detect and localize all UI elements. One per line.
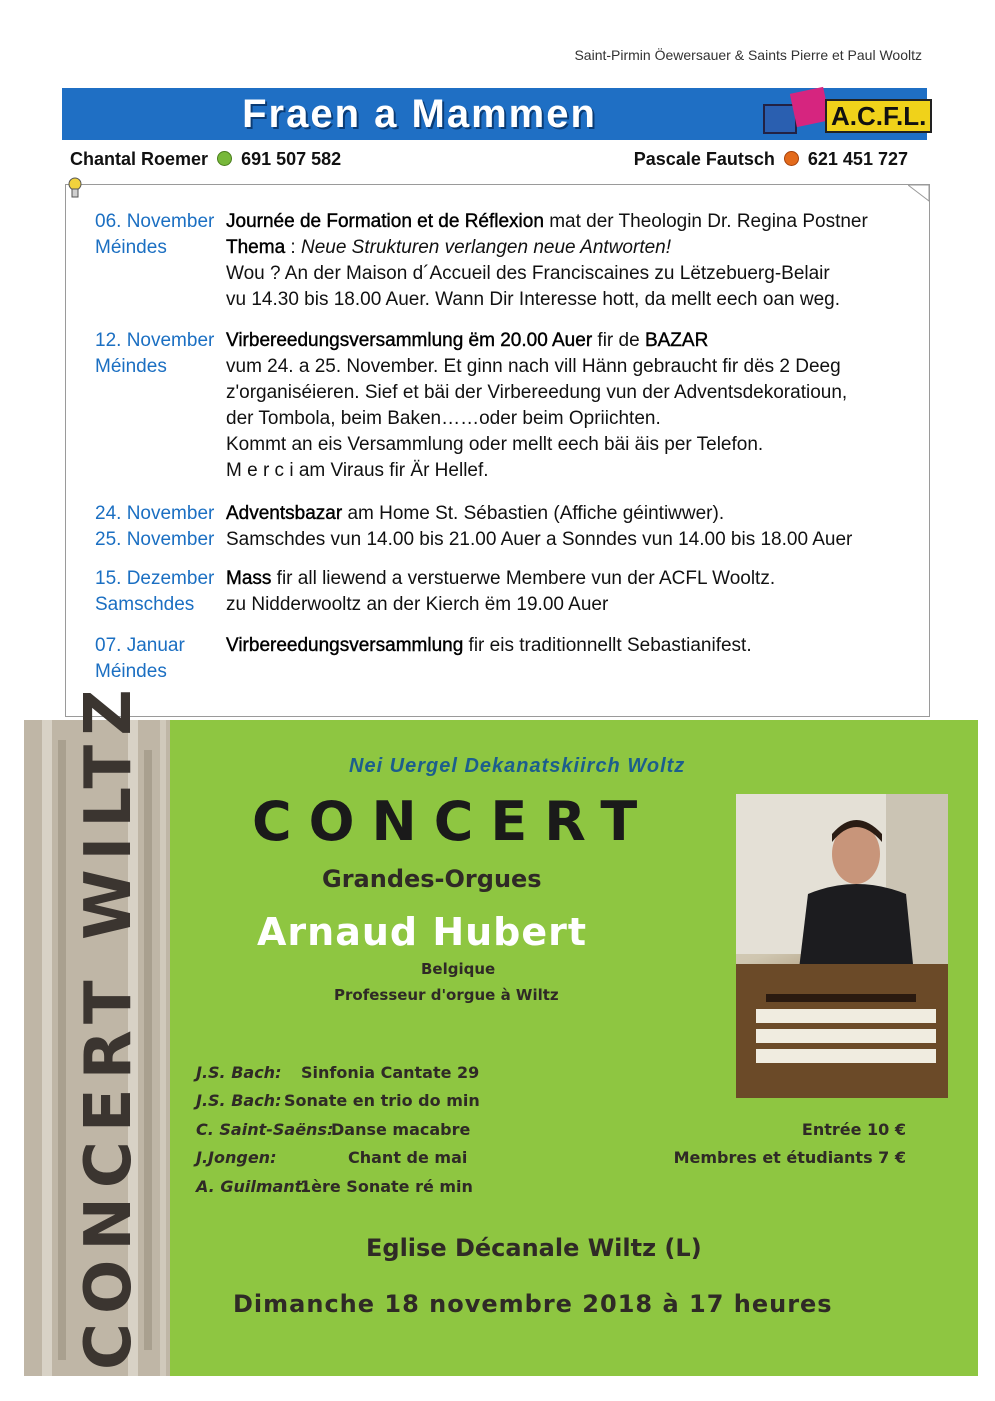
program-work: Sinfonia Cantate 29 bbox=[301, 1063, 480, 1082]
event-date-line: 15. Dezember bbox=[95, 568, 215, 589]
entry-price: Entrée 10 € bbox=[801, 1120, 906, 1139]
event-date-line: Samschdes bbox=[95, 594, 195, 615]
event-line bbox=[226, 328, 926, 354]
poster-subtitle: Nei Uergel Dekanatskiirch Woltz bbox=[349, 755, 686, 777]
event-date-line: 06. November bbox=[95, 211, 215, 232]
event-text bbox=[226, 633, 926, 659]
program-composer: J.Jongen: bbox=[196, 1148, 277, 1167]
program-work: Sonate en trio do min bbox=[284, 1091, 480, 1110]
acfl-logo bbox=[763, 90, 927, 136]
event-date-line: 24. November bbox=[95, 503, 215, 524]
program-composer: A. Guilmant: bbox=[196, 1177, 309, 1196]
page-header: Saint-Pirmin Öewersauer & Saints Pierre et Paul Wooltz bbox=[574, 47, 922, 63]
event-date-line: 12. November bbox=[95, 330, 215, 351]
vertical-title: CONCERT WILTZ bbox=[72, 680, 146, 1370]
event-bold: Thema bbox=[226, 237, 286, 258]
event-line bbox=[226, 209, 926, 235]
contact-left bbox=[70, 149, 341, 170]
event-text bbox=[226, 328, 926, 484]
poster-side-panel bbox=[24, 680, 170, 1376]
event-rest: fir all liewend a verstuerwe Membere vun der ACFL Wooltz. bbox=[271, 568, 776, 589]
contact-right bbox=[634, 149, 908, 170]
event-date-line: Méindes bbox=[95, 237, 167, 258]
section-title: Fraen a Mammen bbox=[242, 92, 597, 136]
event-date bbox=[95, 633, 227, 685]
event-bold: Virbereedungsversammlung bbox=[226, 635, 464, 656]
event-italic: Neue Strukturen verlangen neue Antworten! bbox=[300, 237, 672, 258]
event-line: M e r c i am Viraus fir Är Hellef. bbox=[226, 460, 489, 481]
pin-icon bbox=[66, 177, 84, 199]
event-date bbox=[95, 566, 227, 618]
poster-country: Belgique bbox=[421, 960, 496, 978]
event-line: der Tombola, beim Baken……oder beim Opriichten. bbox=[226, 408, 661, 429]
event-date bbox=[95, 209, 227, 261]
event-bold: Journée de Formation et de Réflexion bbox=[226, 211, 544, 232]
program-composer: C. Saint-Saëns: bbox=[196, 1120, 334, 1139]
poster-venue: Eglise Décanale Wiltz (L) bbox=[366, 1234, 702, 1262]
event-line: z'organiséieren. Sief et bäi der Virbereedung vun der Adventsdekoratioun, bbox=[226, 382, 848, 403]
contact-left-name: Chantal Roemer bbox=[70, 149, 209, 169]
event-bold: Mass bbox=[226, 568, 272, 589]
event-rest: : bbox=[285, 237, 301, 258]
contact-right-phone: 621 451 727 bbox=[807, 149, 908, 169]
section-banner bbox=[62, 88, 927, 140]
event-date bbox=[95, 328, 227, 380]
page-curl-icon bbox=[908, 184, 930, 202]
logo-text: A.C.F.L. bbox=[825, 99, 932, 133]
event-text bbox=[226, 566, 926, 618]
phone-dot-icon bbox=[784, 151, 799, 166]
poster-performer: Arnaud Hubert bbox=[257, 910, 588, 954]
poster-datetime: Dimanche 18 novembre 2018 à 17 heures bbox=[233, 1290, 833, 1318]
event-line bbox=[226, 633, 926, 659]
performer-photo bbox=[736, 794, 948, 1098]
logo-blue-shape bbox=[763, 104, 797, 134]
event-line: zu Nidderwooltz an der Kierch ëm 19.00 Auer bbox=[226, 594, 609, 615]
phone-dot-icon bbox=[217, 151, 232, 166]
event-date-line: 07. Januar bbox=[95, 635, 185, 656]
event-bold: BAZAR bbox=[644, 330, 709, 351]
event-date-line: Méindes bbox=[95, 661, 167, 682]
poster-title: CONCERT bbox=[252, 790, 655, 853]
event-date-line: Méindes bbox=[95, 356, 167, 377]
performer-photo-graphic bbox=[736, 794, 948, 1098]
contact-left-phone: 691 507 582 bbox=[241, 149, 342, 169]
event-line: vum 24. a 25. November. Et ginn nach vill Hänn gebraucht fir dës 2 Deeg bbox=[226, 356, 841, 377]
event-line bbox=[226, 566, 926, 592]
event-line: Wou ? An der Maison d´Accueil des Franciscaines zu Lëtzebuerg-Belair bbox=[226, 263, 830, 284]
event-date bbox=[95, 501, 227, 553]
event-rest: fir de bbox=[592, 330, 645, 351]
event-text bbox=[226, 501, 926, 553]
event-line: vu 14.30 bis 18.00 Auer. Wann Dir Interesse hott, da mellt eech oan weg. bbox=[226, 289, 840, 310]
event-rest: am Home St. Sébastien (Affiche géintiwwer). bbox=[342, 503, 725, 524]
concert-poster bbox=[24, 680, 978, 1376]
events-card bbox=[65, 184, 930, 717]
program-work: 1ère Sonate ré min bbox=[300, 1177, 473, 1196]
program-composer: J.S. Bach: bbox=[196, 1063, 282, 1082]
event-rest: fir eis traditionnellt Sebastianifest. bbox=[463, 635, 752, 656]
members-price: Membres et étudiants 7 € bbox=[673, 1148, 906, 1167]
event-rest: mat der Theologin Dr. Regina Postner bbox=[543, 211, 868, 232]
event-bold: Virbereedungsversammlung ëm 20.00 Auer bbox=[226, 330, 593, 351]
program-work: Danse macabre bbox=[331, 1120, 471, 1139]
poster-instrument: Grandes-Orgues bbox=[322, 865, 542, 893]
program-work: Chant de mai bbox=[348, 1148, 468, 1167]
event-line bbox=[226, 235, 926, 261]
event-line: Kommt an eis Versammlung oder mellt eech bäi äis per Telefon. bbox=[226, 434, 764, 455]
contacts-row bbox=[70, 149, 908, 173]
poster-role: Professeur d'orgue à Wiltz bbox=[334, 986, 559, 1004]
event-line bbox=[226, 501, 926, 527]
event-date-line: 25. November bbox=[95, 529, 215, 550]
program-composer: J.S. Bach: bbox=[196, 1091, 282, 1110]
event-line: Samschdes vun 14.00 bis 21.00 Auer a Sonndes vun 14.00 bis 18.00 Auer bbox=[226, 529, 853, 550]
contact-right-name: Pascale Fautsch bbox=[633, 149, 775, 169]
event-text bbox=[226, 209, 926, 313]
event-bold: Adventsbazar bbox=[226, 503, 343, 524]
